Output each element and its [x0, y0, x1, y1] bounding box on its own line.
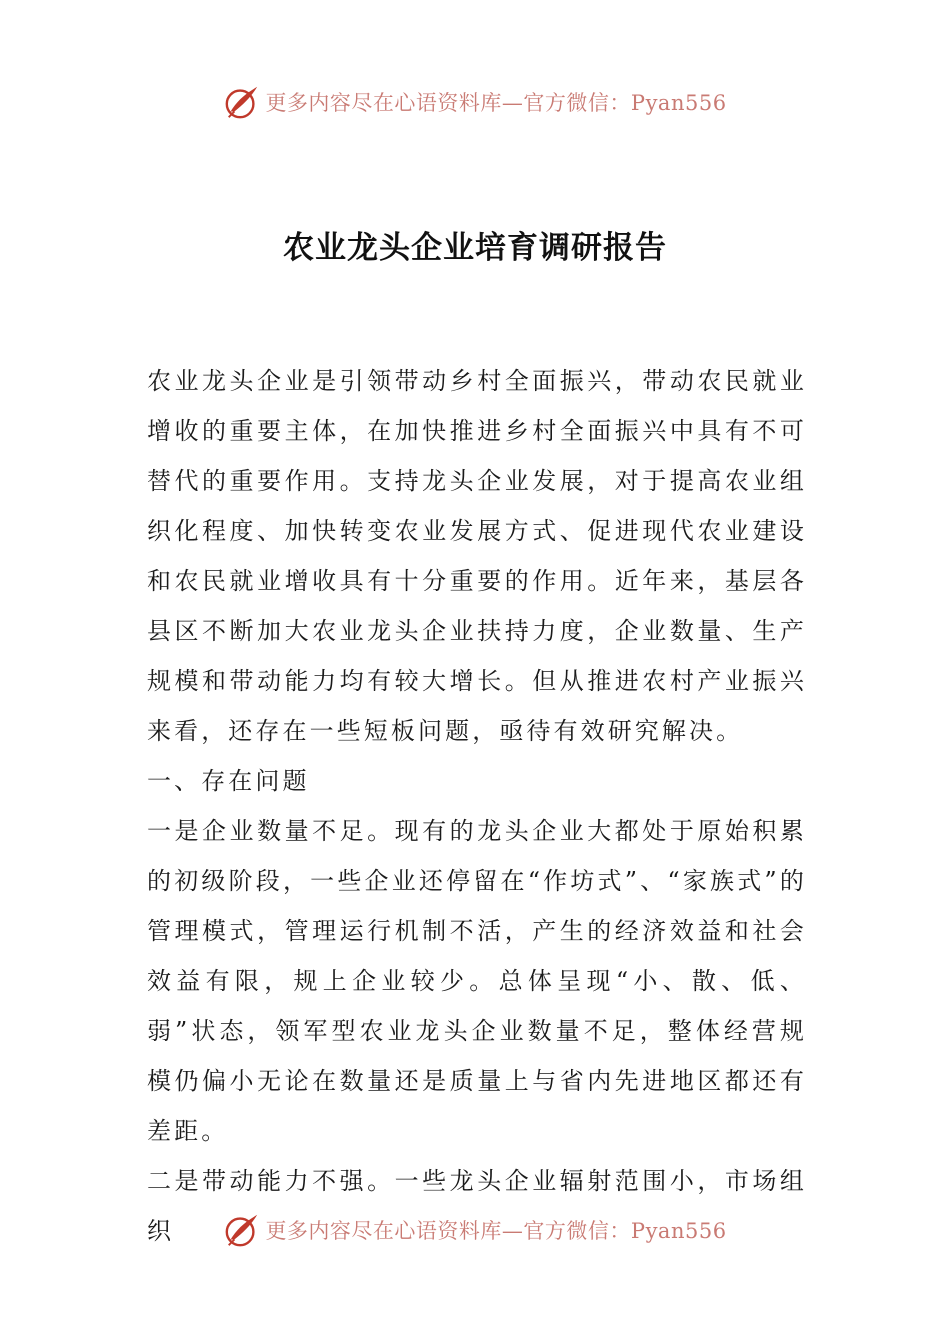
document-body: [147, 356, 807, 1256]
problem-one-paragraph: 一是企业数量不足。现有的龙头企业大都处于原始积累的初级阶段，一些企业还停留在“作坊式”、“家族式”的管理模式，管理运行机制不活，产生的经济效益和社会效益有限，规上企业较少。总体呈现“小、散、低、弱”状态，领军型农业龙头企业数量不足，整体经营规模仍偏小无论在数量还是质量上与省内先进地区都还有差距。: [147, 817, 807, 1145]
quill-pen-logo-icon: [223, 83, 261, 121]
section-heading: 一、存在问题: [147, 767, 310, 795]
footer-banner-text: 更多内容尽在心语资料库—官方微信：Pyan556: [265, 1219, 727, 1243]
document-title: 农业龙头企业培育调研报告: [283, 230, 667, 266]
problem-two-paragraph: 二是带动能力不强。一些龙头企业辐射范围小，市场组织: [147, 1167, 807, 1245]
header-banner-text: 更多内容尽在心语资料库—官方微信：Pyan556: [265, 91, 727, 115]
header-banner: [0, 80, 950, 124]
quill-pen-logo-icon: [223, 1211, 261, 1249]
intro-paragraph: 农业龙头企业是引领带动乡村全面振兴，带动农民就业增收的重要主体，在加快推进乡村全面振兴中具有不可替代的重要作用。支持龙头企业发展，对于提高农业组织化程度、加快转变农业发展方式、促进现代农业建设和农民就业增收具有十分重要的作用。近年来，基层各县区不断加大农业龙头企业扶持力度，企业数量、生产规模和带动能力均有较大增长。但从推进农村产业振兴来看，还存在一些短板问题，亟待有效研究解决。: [147, 367, 807, 745]
footer-banner: [0, 1208, 950, 1252]
